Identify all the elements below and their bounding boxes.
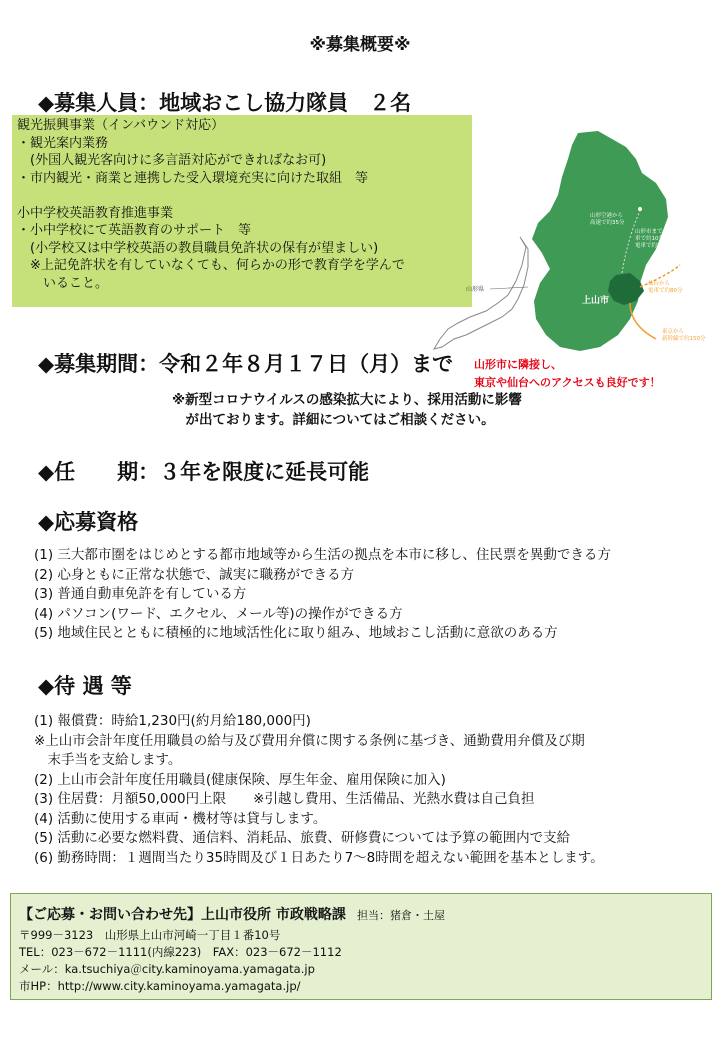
contact-address: 〒999－3123 山形県上山市河崎一丁目１番10号	[19, 928, 281, 942]
list-item: (4) パソコン(ワード、エクセル、メール等)の操作ができる方	[34, 605, 403, 622]
city-label: 上山市	[582, 296, 610, 306]
list-item: ・市内観光・商業と連携した受入環境充実に向けた取組 等	[17, 170, 369, 186]
list-item: ※上山市会計年度任用職員の給与及び費用弁償に関する条例に基づき、通勤費用弁償及び期	[34, 732, 585, 749]
contact-phone: TEL：023－672－1111(内線223) FAX：023－672－1112	[19, 945, 342, 959]
map-note-line2: 東京や仙台へのアクセスも良好です！	[474, 376, 661, 389]
airport-marker	[638, 207, 642, 211]
list-item: (3) 住居費：月額50,000円上限 ※引越し費用、生活備品、光熱水費は自己負担	[34, 791, 535, 807]
map-note-line1: 山形市に隣接し、	[474, 358, 562, 371]
list-item	[17, 187, 472, 205]
location-map	[430, 125, 720, 365]
sendai-label: 仙台から電車で約80分	[648, 281, 683, 294]
list-item: ・観光案内業務	[17, 135, 109, 151]
contact-staff: 担当：猪倉・土屋	[356, 909, 445, 922]
pref-label: 山形県	[466, 286, 485, 293]
list-item: (6) 勤務時間：１週間当たり35時間及び１日あたり7～8時間を超えない範囲を基本とします。	[34, 849, 604, 866]
airport-label: 山形空港から高速で約35分	[590, 213, 625, 226]
treatment-list	[34, 712, 604, 868]
list-item: (4) 活動に使用する車両・機材等は貸与します。	[34, 810, 327, 827]
period-note-line2: が出ております。詳細についてはご相談ください。	[172, 412, 495, 428]
list-item: (2) 心身ともに正常な状態で、誠実に職務ができる方	[34, 566, 355, 583]
list-item: (外国人観光客向けに多言語対応ができればなお可)	[17, 153, 327, 168]
list-item: (1) 三大都市圏をはじめとする都市地域等から生活の拠点を本市に移し、住民票を異動できる方	[34, 547, 611, 563]
list-item: 小中学校英語教育推進事業	[17, 205, 174, 221]
contact-email[interactable]: メール：ka.tsuchiya＠city.kaminoyama.yamagata.jp	[19, 962, 315, 976]
list-item: いること。	[17, 275, 109, 291]
contact-website[interactable]: 市HP：http://www.city.kaminoyama.yamagata.jp/	[19, 979, 301, 993]
list-item: 観光振興事業（インバウンド対応）	[17, 118, 225, 133]
treatment-heading: ◆待 遇 等	[38, 674, 132, 698]
qualification-list	[34, 546, 611, 644]
list-item: (小学校又は中学校英語の教員職員免許状の保有が望ましい)	[17, 240, 379, 256]
japan-outline	[434, 237, 528, 349]
list-item: ・小中学校にて英語教育のサポート 等	[17, 223, 252, 238]
list-item: (5) 地域住民とともに積極的に地域活性化に取り組み、地域おこし活動に意欲のある方	[34, 625, 558, 641]
list-item: (5) 活動に必要な燃料費、通信料、消耗品、旅費、研修費については予算の範囲内で支給	[34, 830, 571, 846]
yamagata-city-label: 山形市まで車で約10分電車で約15分	[635, 229, 670, 249]
list-item: ※上記免許状を有していなくても、何らかの形で教育学を学んで	[17, 258, 405, 273]
period-heading: ◆募集期間：令和２年８月１７日（月）まで	[38, 352, 454, 376]
contact-title: 【ご応募・お問い合わせ先】上山市役所 市政戦略課	[19, 907, 346, 923]
contact-box	[10, 893, 712, 1000]
period-note-line1: ※新型コロナウイルスの感染拡大により、採用活動に影響	[172, 392, 522, 408]
page-title: ※募集概要※	[309, 35, 411, 55]
recruit-details-list	[12, 115, 472, 292]
list-item: 末手当を支給します。	[34, 752, 182, 768]
recruit-details-box	[12, 115, 472, 307]
qualification-heading: ◆応募資格	[38, 510, 139, 534]
term-heading: ◆任 期：３年を限度に延長可能	[38, 460, 370, 484]
list-item: (2) 上山市会計年度任用職員(健康保険、厚生年金、雇用保険に加入)	[34, 771, 446, 788]
list-item: (1) 報償費：時給1,230円(約月給180,000円)	[34, 713, 311, 729]
recruit-heading: ◆募集人員：地域おこし協力隊員 ２名	[38, 91, 412, 115]
tokyo-label: 東京から新幹線で約150分	[662, 329, 706, 342]
list-item: (3) 普通自動車免許を有している方	[34, 586, 247, 602]
